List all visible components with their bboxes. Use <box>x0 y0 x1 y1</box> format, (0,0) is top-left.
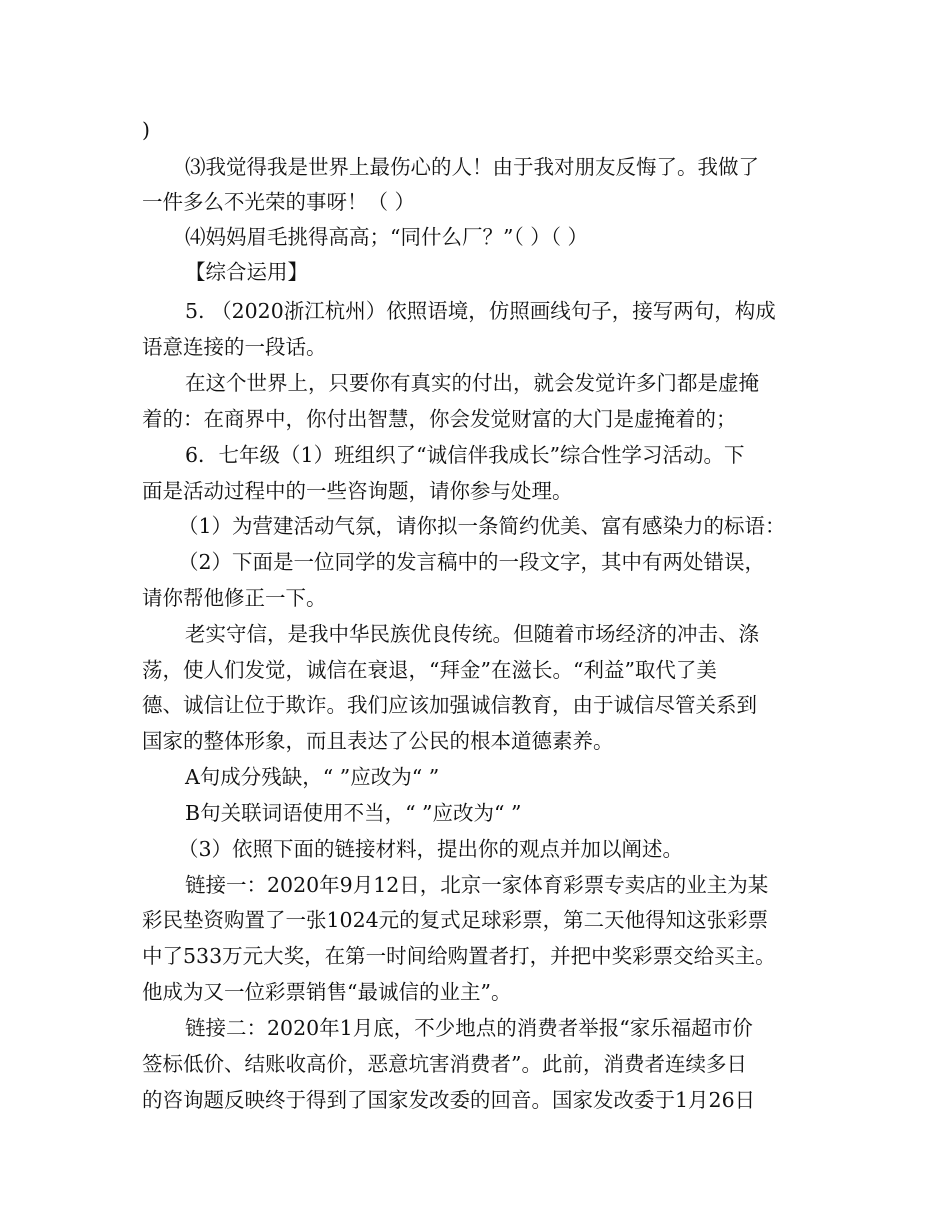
text-line: 中了533万元大奖，在第一时间给购置者打，并把中奖彩票交给买主。 <box>142 944 776 968</box>
text-line: （2）下面是一位同学的发言稿中的一段文字，其中有两处错误， <box>178 550 766 574</box>
text-line: 6．七年级（1）班组织了“诚信伴我成长”综合性学习活动。下 <box>185 443 745 467</box>
text-line: ⑷妈妈眉毛挑得高高；“同什么厂？”（ ）（ ） <box>185 225 588 249</box>
section-heading: 【综合运用】 <box>185 260 308 284</box>
text-line: 在这个世界上，只要你有真实的付出，就会发觉许多门都是虚掩 <box>185 371 759 395</box>
text-line: 请你帮他修正一下。 <box>142 586 327 610</box>
text-line: 签标低价、结账收高价，恶意坑害消费者”。此前，消费者连续多日 <box>142 1052 747 1076</box>
text-line: 彩民垫资购置了一张1024元的复式足球彩票，第二天他得知这张彩票 <box>142 908 769 932</box>
text-line: （3）依照下面的链接材料，提出你的观点并加以阐述。 <box>178 837 684 861</box>
text-line: （1）为营建活动气氛，请你拟一条简约优美、富有感染力的标语： <box>178 514 786 538</box>
text-line: 老实守信，是我中华民族优良传统。但随着市场经济的冲击、涤 <box>185 622 759 646</box>
text-line: B句关联词语使用不当，“ ”应改为“ ” <box>185 801 522 825</box>
text-line: 5. （2020浙江杭州）依照语境，仿照画线句子，接写两句，构成 <box>185 299 776 323</box>
text-line: 的咨询题反映终于得到了国家发改委的回音。国家发改委于1月26日 <box>142 1088 756 1112</box>
text-line: 荡，使人们发觉，诚信在衰退，“拜金”在滋长。“利益”取代了美 <box>142 658 717 682</box>
text-line: 德、诚信让位于欺诈。我们应该加强诚信教育，由于诚信尽管关系到 <box>142 693 757 717</box>
text-line: 面是活动过程中的一些咨询题，请你参与处理。 <box>142 479 573 503</box>
text-line: 链接二：2020年1月底，不少地点的消费者举报“家乐福超市价 <box>185 1016 753 1040</box>
text-line: 一件多么不光荣的事呀！（ ） <box>142 190 416 214</box>
text-line: 着的：在商界中，你付出智慧，你会发觉财富的大门是虚掩着的； <box>142 407 737 431</box>
text-line: 链接一：2020年9月12日，北京一家体育彩票专卖店的业主为某 <box>185 873 769 897</box>
text-line: ⑶我觉得我是世界上最伤心的人！由于我对朋友反悔了。我做了 <box>185 155 759 179</box>
text-line: 语意连接的一段话。 <box>142 335 327 359</box>
text-line: 他成为又一位彩票销售“最诚信的业主”。 <box>142 980 512 1004</box>
text-line: A句成分残缺，“ ”应改为“ ” <box>185 765 440 789</box>
text-line: ) <box>142 118 150 142</box>
text-line: 国家的整体形象，而且表达了公民的根本道德素养。 <box>142 729 614 753</box>
